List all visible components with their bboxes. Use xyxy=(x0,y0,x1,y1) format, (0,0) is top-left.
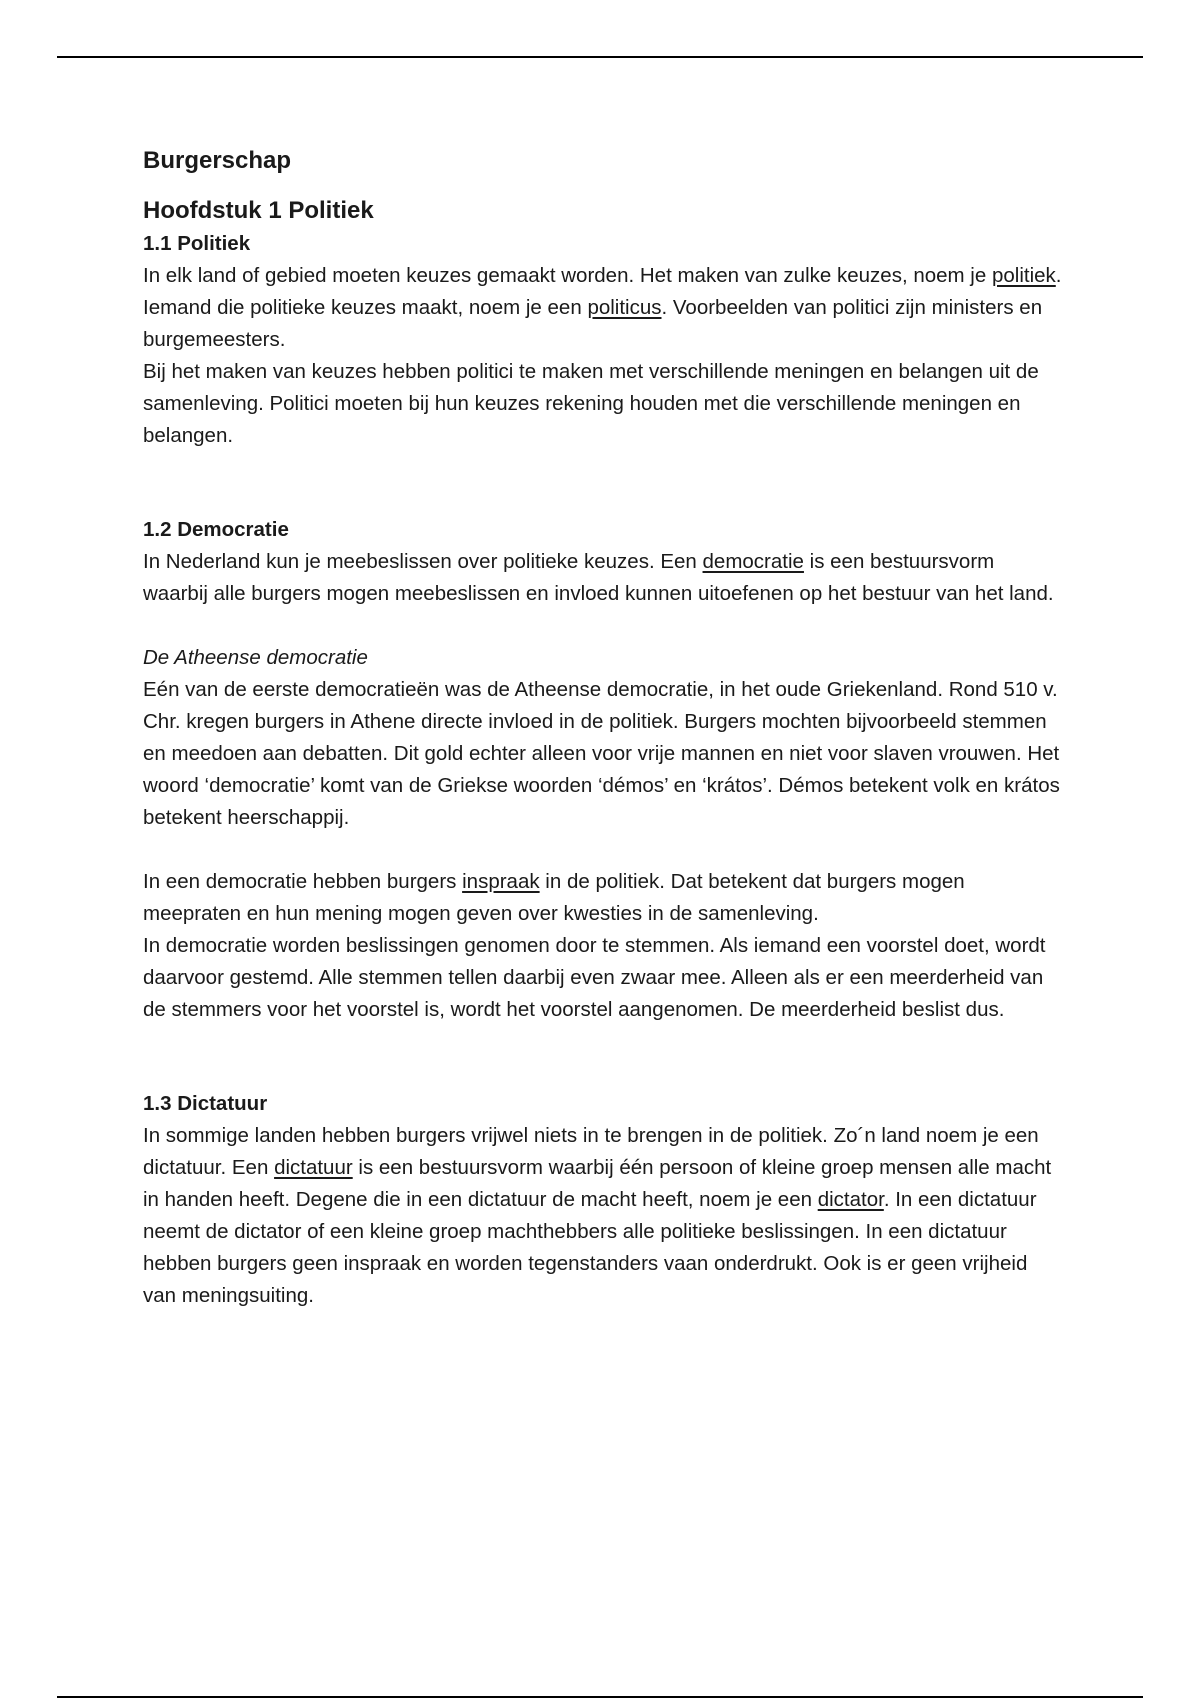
paragraph xyxy=(143,546,1063,610)
text-run: . Iemand die politieke keuzes maakt, noem je een xyxy=(143,264,1062,319)
text-run: is een bestuursvorm waarbij één persoon of kleine groep mensen alle macht in handen heeft. Degene die in een dictatuur de macht heeft, noem je een xyxy=(143,1156,1052,1211)
term-politiek: politiek xyxy=(991,264,1056,287)
term-inspraak: inspraak xyxy=(462,870,540,893)
section-heading: 1.2 Democratie xyxy=(143,518,289,541)
term-dictatuur: dictatuur xyxy=(274,1156,353,1179)
text-run: In Nederland kun je meebeslissen over politieke keuzes. Een xyxy=(143,550,703,573)
section-heading: 1.3 Dictatuur xyxy=(143,1092,268,1115)
paragraph: Eén van de eerste democratieën was de Atheense democratie, in het oude Griekenland. Rond 510 v. Chr. kregen burgers in Athene directe invloed in de politiek. Burgers mochten bijvoorbeeld stemmen en meedoen aan debatten. Dit gold echter alleen voor vrije mannen en niet voor slaven vrouwen. Het woord ‘democratie’ komt van de Griekse woorden ‘démos’ en ‘krátos’. Démos betekent volk en krátos betekent heerschappij. xyxy=(143,678,1060,829)
paragraph: Bij het maken van keuzes hebben politici te maken met verschillende meningen en belangen uit de samenleving. Politici moeten bij hun keuzes rekening houden met die verschillende meningen en belangen. xyxy=(143,360,1039,447)
section-democratie xyxy=(143,514,1063,1026)
section-politiek xyxy=(143,228,1063,452)
document-page xyxy=(143,144,1063,1312)
paragraph xyxy=(143,1120,1063,1312)
text-run: in de politiek. Dat betekent dat burgers mogen meepraten en hun mening mogen geven over kwesties in de samenleving. xyxy=(143,870,965,925)
subheading: De Atheense democratie xyxy=(143,646,368,669)
text-run: . In een dictatuur neemt de dictator of een kleine groep machthebbers alle politieke beslissingen. In een dictatuur hebben burgers geen inspraak en worden tegenstanders vaan onderdrukt. Ook is er geen vrijheid van meningsuiting. xyxy=(143,1188,1037,1307)
document-title: Burgerschap xyxy=(143,147,292,174)
text-run: In elk land of gebied moeten keuzes gemaakt worden. Het maken van zulke keuzes, noem je xyxy=(143,264,992,287)
term-democratie: democratie xyxy=(702,550,804,573)
paragraph xyxy=(143,260,1063,356)
text-run: In sommige landen hebben burgers vrijwel niets in te brengen in de politiek. Zo´n land noem je een dictatuur. Een xyxy=(143,1124,1039,1179)
term-politicus: politicus xyxy=(587,296,662,319)
chapter-title: Hoofdstuk 1 Politiek xyxy=(143,197,374,224)
term-dictator: dictator xyxy=(817,1188,884,1211)
header-rule xyxy=(57,56,1143,58)
text-run: . Voorbeelden van politici zijn ministers en burgemeesters. xyxy=(143,296,1043,351)
text-run: In een democratie hebben burgers xyxy=(143,870,463,893)
footer-rule xyxy=(57,1696,1143,1698)
paragraph: In democratie worden beslissingen genomen door te stemmen. Als iemand een voorstel doet, wordt daarvoor gestemd. Alle stemmen tellen daarbij even zwaar mee. Alleen als er een meerderheid van de stemmers voor het voorstel is, wordt het voorstel aangenomen. De meerderheid beslist dus. xyxy=(143,934,1046,1021)
section-dictatuur xyxy=(143,1088,1063,1312)
text-run: is een bestuursvorm waarbij alle burgers mogen meebeslissen en invloed kunnen uitoefenen op het bestuur van het land. xyxy=(143,550,1054,605)
paragraph xyxy=(143,866,1063,930)
section-heading: 1.1 Politiek xyxy=(143,232,251,255)
